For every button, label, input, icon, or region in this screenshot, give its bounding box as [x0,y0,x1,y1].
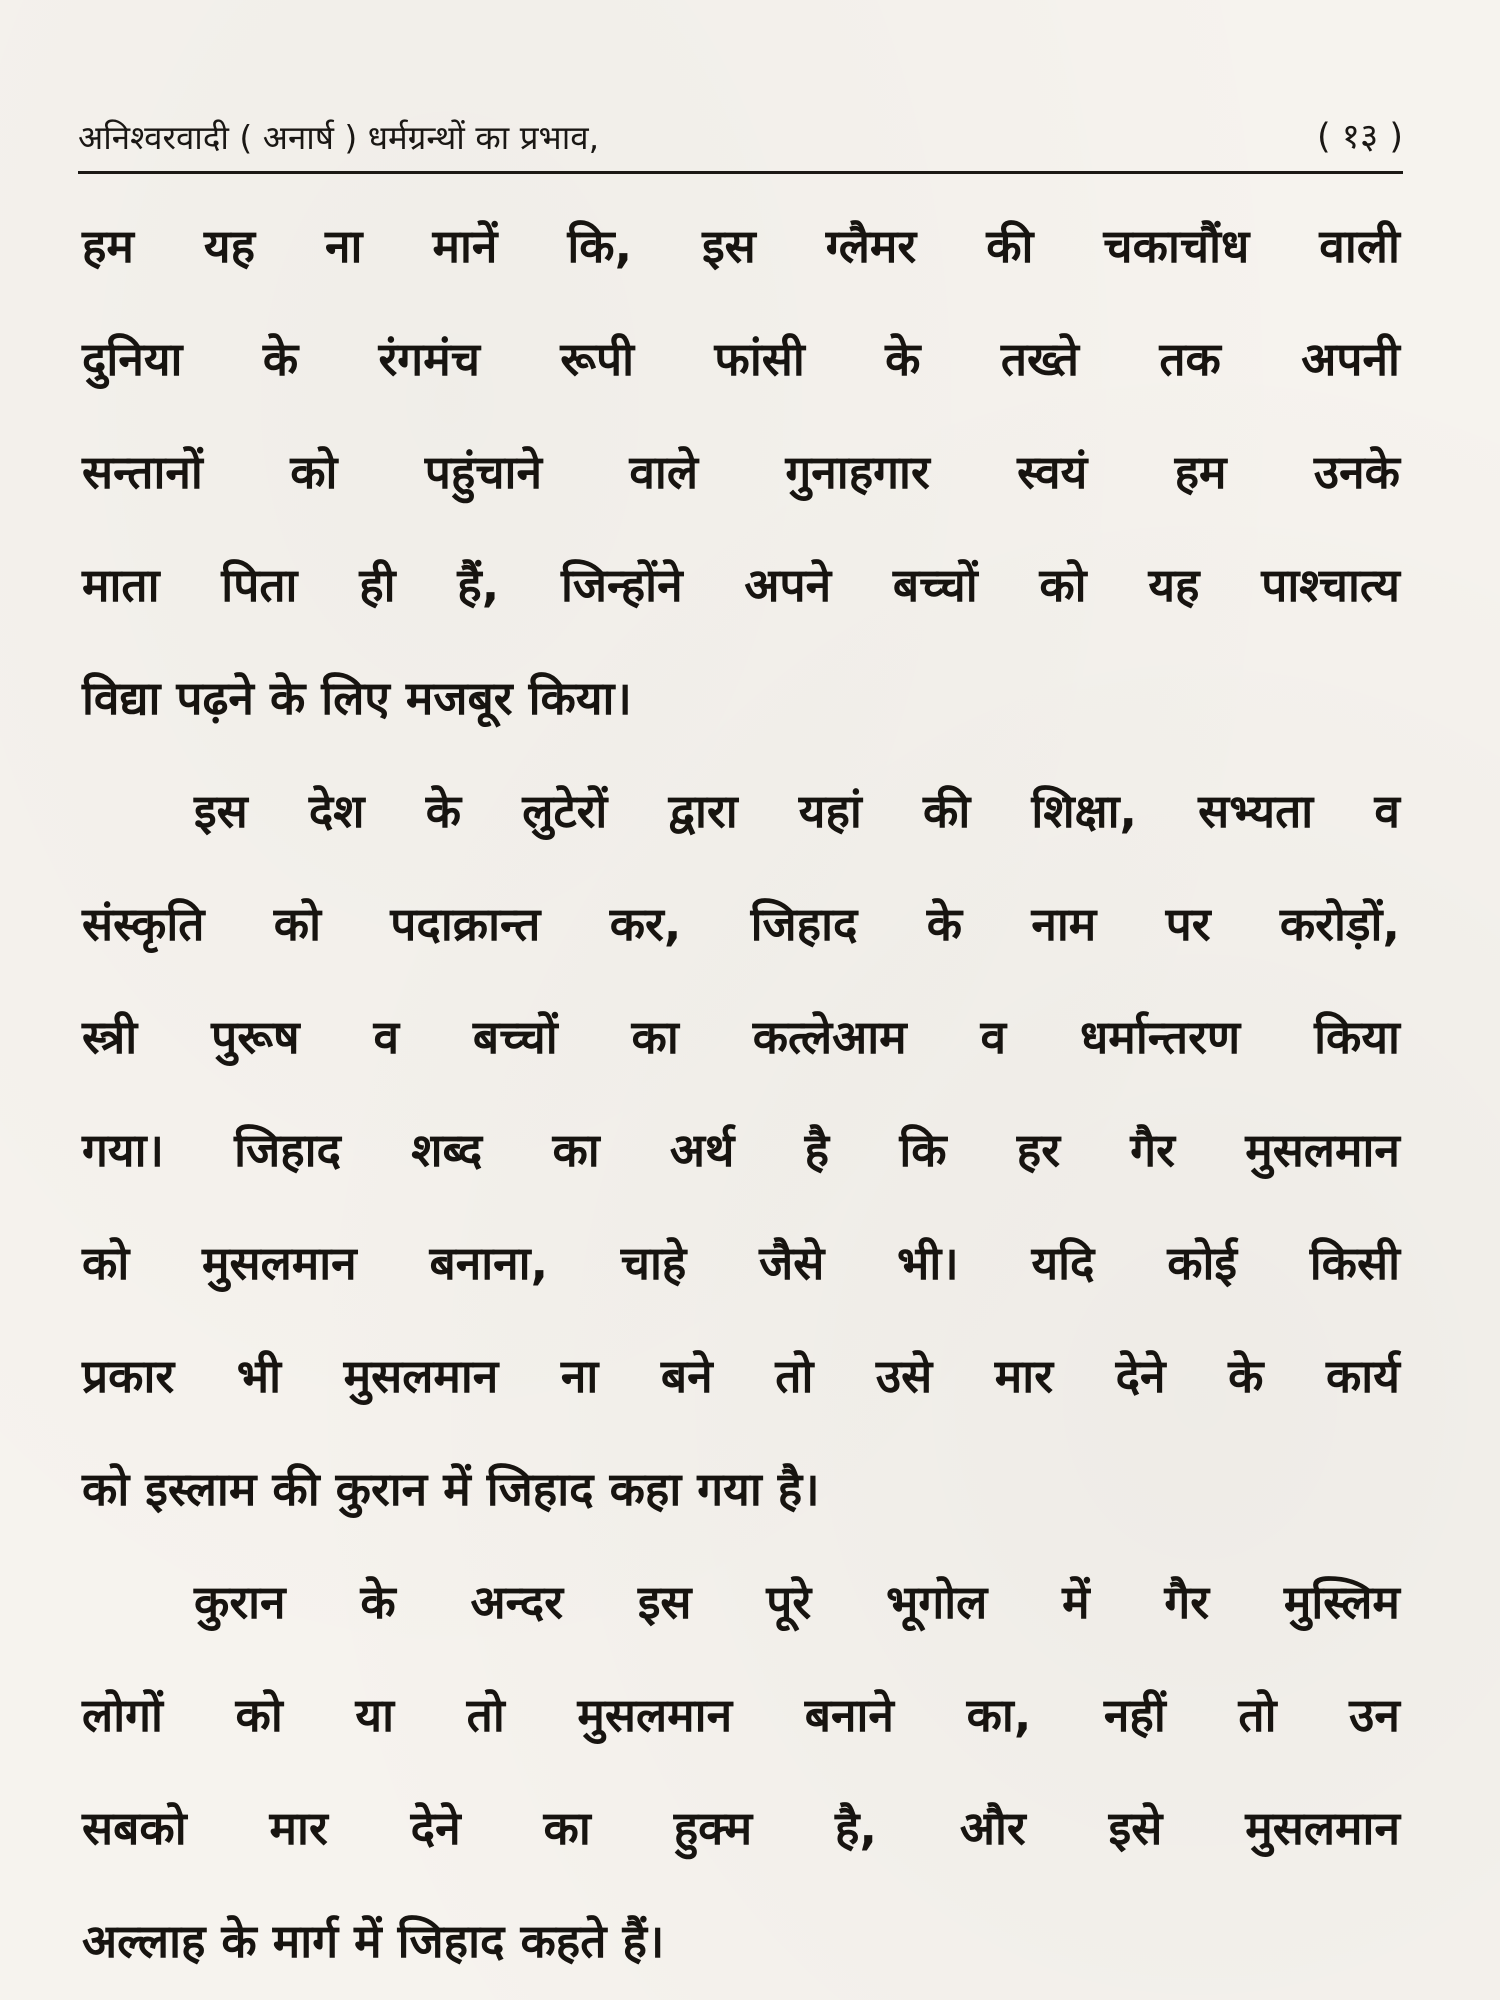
word: भूगोल [886,1575,988,1629]
word: का [631,1010,679,1064]
word: अपने [744,558,832,612]
word: जिहाद [750,897,858,951]
word: करोड़ों, [1279,897,1400,951]
word: है, [835,1801,877,1855]
word: इस [194,784,248,838]
body-text [82,190,1400,1998]
word: तख्ते [1000,332,1079,386]
word: को [290,445,338,499]
word: बच्चों [472,1010,558,1064]
word: के [885,332,921,386]
header-divider [78,171,1403,174]
paragraph-3 [82,1546,1400,1998]
word: तो [775,1349,814,1403]
word: देने [1115,1349,1166,1403]
word: अपनी [1301,332,1400,386]
word: गैर [1164,1575,1210,1629]
word: कत्लेआम [752,1010,907,1064]
word: तो [466,1688,505,1742]
word: कि, [567,219,633,273]
word: चाहे [620,1236,687,1290]
word: कर, [609,897,682,951]
word: अर्थ [669,1123,735,1177]
word: यह [203,219,256,273]
word: कार्य [1325,1349,1400,1403]
word: का [543,1801,591,1855]
text-line [82,190,1400,303]
word: पर [1165,897,1211,951]
word: पाश्चात्य [1261,558,1400,612]
word: है [804,1123,830,1177]
word: और [959,1801,1026,1855]
word: व [980,1010,1007,1064]
word: शब्द [411,1123,483,1177]
word: जैसे [759,1236,825,1290]
word: बनाना, [429,1236,549,1290]
word: के [1228,1349,1264,1403]
text-line: अल्लाह के मार्ग में जिहाद कहते हैं। [82,1914,665,1968]
word: पिता [221,558,298,612]
word: सभ्यता [1198,784,1314,838]
word: वाली [1319,219,1400,273]
word: अन्दर [470,1575,564,1629]
word: शिक्षा, [1031,784,1137,838]
word: हैं, [457,558,500,612]
word: जिन्होंने [560,558,683,612]
word: के [360,1575,396,1629]
word: हम [1174,445,1227,499]
text-line [82,1094,1400,1207]
word: धर्मान्तरण [1080,1010,1241,1064]
word: मानें [432,219,498,273]
text-line [82,868,1400,981]
word: जिहाद [234,1123,341,1177]
word: या [355,1688,394,1742]
word: पुरूष [211,1010,300,1064]
word: गैर [1130,1123,1175,1177]
word: मार [269,1801,328,1855]
word: के [926,897,963,951]
word: पूरे [766,1575,812,1629]
word: स्त्री [82,1010,138,1064]
word: ही [359,558,396,612]
word: हम [82,219,134,273]
word: सबको [82,1801,187,1855]
word: के [262,332,299,386]
word: तो [1238,1688,1277,1742]
word: मुसलमान [201,1236,357,1290]
text-line [82,416,1400,529]
word: व [1374,784,1400,838]
word: मुस्लिम [1283,1575,1400,1629]
text-line [82,303,1400,416]
word: पहुंचाने [424,445,542,499]
text-line [82,1546,1400,1659]
word: नहीं [1103,1688,1166,1742]
word: व [373,1010,400,1064]
word: ग्लैमर [825,219,917,273]
word: हर [1016,1123,1061,1177]
running-header [78,108,1403,168]
text-line [82,1659,1400,1772]
word: पदाक्रान्त [390,897,541,951]
word: यदि [1031,1236,1095,1290]
paragraph-1 [82,190,1400,755]
word: मुसलमान [1245,1801,1400,1855]
word: चकाचौंध [1103,219,1250,273]
word: का, [966,1688,1032,1742]
word: इस [637,1575,692,1629]
word: भी [236,1349,282,1403]
word: प्रकार [82,1349,175,1403]
word: लुटेरों [522,784,608,838]
word: हुक्म [673,1801,753,1855]
text-line: विद्या पढ़ने के लिए मजबूर किया। [82,671,632,725]
word: ना [325,219,363,273]
word: रूपी [560,332,635,386]
word: संस्कृति [82,897,205,951]
word: द्वारा [668,784,738,838]
word: तक [1159,332,1221,386]
word: उनके [1313,445,1400,499]
word: लोगों [82,1688,163,1742]
word: गुनाहगार [785,445,930,499]
word: देने [410,1801,461,1855]
word: किया [1314,1010,1400,1064]
text-line [82,529,1400,642]
word: उन [1349,1688,1400,1742]
word: नाम [1031,897,1097,951]
page-number: ( १३ ) [1317,117,1403,157]
word: यह [1148,558,1200,612]
word: मुसलमान [1245,1123,1400,1177]
text-line [82,1207,1400,1320]
word: में [1062,1575,1090,1629]
text-line [82,755,1400,868]
word: फांसी [714,332,805,386]
word: उसे [875,1349,933,1403]
word: बच्चों [892,558,978,612]
word: को [1039,558,1087,612]
word: स्वयं [1017,445,1088,499]
word: रंगमंच [378,332,480,386]
word: कुरान [194,1575,286,1629]
text-line [82,1772,1400,1885]
word: मार [994,1349,1054,1403]
word: दुनिया [82,332,183,386]
running-header-title: अनिश्वरवादी ( अनार्ष ) धर्मग्रन्थों का प्रभाव, [78,118,600,157]
word: के [425,784,462,838]
text-line: को इस्लाम की कुरान में जिहाद कहा गया है। [82,1462,820,1516]
word: बनाने [804,1688,894,1742]
word: मुसलमान [577,1688,733,1742]
word: वाले [629,445,699,499]
word: ना [560,1349,599,1403]
paragraph-2 [82,755,1400,1546]
word: इसे [1108,1801,1163,1855]
word: भी। [897,1236,959,1290]
word: इस [702,219,756,273]
word: बने [660,1349,713,1403]
word: किसी [1309,1236,1400,1290]
word: कोई [1167,1236,1238,1290]
word: का [552,1123,600,1177]
word: कि [899,1123,947,1177]
word: यहां [798,784,862,838]
word: सन्तानों [82,445,203,499]
word: की [923,784,971,838]
word: की [986,219,1034,273]
word: गया। [82,1123,164,1177]
text-line [82,1320,1400,1433]
word: माता [82,558,160,612]
word: देश [308,784,365,838]
word: मुसलमान [343,1349,499,1403]
word: को [235,1688,283,1742]
word: को [273,897,321,951]
word: को [82,1236,130,1290]
text-line [82,981,1400,1094]
